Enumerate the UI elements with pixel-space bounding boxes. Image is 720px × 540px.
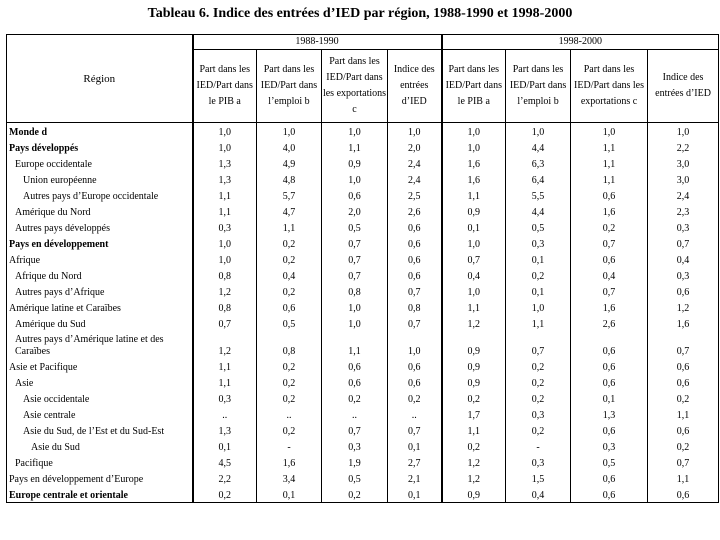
value-cell: 2,0 bbox=[322, 203, 388, 219]
value-cell: 1,0 bbox=[193, 235, 257, 251]
table-row bbox=[7, 171, 719, 187]
table-row bbox=[7, 422, 719, 438]
region-cell: Amérique du Nord bbox=[7, 203, 193, 219]
value-cell: 0,6 bbox=[322, 358, 388, 374]
value-cell: 0,9 bbox=[442, 331, 506, 358]
value-cell: 0,2 bbox=[571, 219, 648, 235]
table-row bbox=[7, 438, 719, 454]
value-cell: 0,6 bbox=[388, 219, 442, 235]
value-cell: 1,1 bbox=[648, 470, 719, 486]
value-cell: 4,9 bbox=[257, 155, 322, 171]
value-cell: 0,4 bbox=[506, 486, 571, 503]
value-cell: 0,6 bbox=[571, 358, 648, 374]
value-cell: 1,1 bbox=[571, 155, 648, 171]
value-cell: 1,2 bbox=[442, 454, 506, 470]
table-row bbox=[7, 251, 719, 267]
value-cell: 0,2 bbox=[257, 358, 322, 374]
region-cell: Europe occidentale bbox=[7, 155, 193, 171]
value-cell: 0,2 bbox=[257, 390, 322, 406]
value-cell: 0,7 bbox=[388, 283, 442, 299]
table-row bbox=[7, 390, 719, 406]
value-cell: 4,4 bbox=[506, 203, 571, 219]
value-cell: 1,0 bbox=[442, 139, 506, 155]
value-cell: 0,6 bbox=[648, 486, 719, 503]
value-cell: 0,3 bbox=[648, 219, 719, 235]
value-cell: 1,1 bbox=[648, 406, 719, 422]
region-cell: Autres pays d’Afrique bbox=[7, 283, 193, 299]
value-cell: 0,1 bbox=[257, 486, 322, 503]
table-title: Tableau 6. Indice des entrées d’IED par région, 1988-1990 et 1998-2000 bbox=[147, 6, 573, 21]
value-cell: 0,5 bbox=[571, 454, 648, 470]
value-cell: 0,2 bbox=[506, 390, 571, 406]
table-row bbox=[7, 219, 719, 235]
value-cell: 1,0 bbox=[322, 123, 388, 140]
region-cell: Asie du Sud bbox=[7, 438, 193, 454]
value-cell: 1,2 bbox=[648, 299, 719, 315]
value-cell: 1,1 bbox=[571, 171, 648, 187]
value-cell: 1,1 bbox=[193, 358, 257, 374]
value-cell: 2,4 bbox=[648, 187, 719, 203]
table-row bbox=[7, 283, 719, 299]
col-header-fdi-index-1998: Indice des entrées d’IED bbox=[648, 50, 719, 123]
value-cell: 6,3 bbox=[506, 155, 571, 171]
value-cell: 0,3 bbox=[648, 267, 719, 283]
value-cell: 0,7 bbox=[322, 251, 388, 267]
value-cell: 0,3 bbox=[506, 454, 571, 470]
value-cell: 1,1 bbox=[442, 422, 506, 438]
value-cell: .. bbox=[193, 406, 257, 422]
value-cell: 1,1 bbox=[571, 139, 648, 155]
value-cell: 0,6 bbox=[648, 422, 719, 438]
value-cell: 0,7 bbox=[506, 331, 571, 358]
value-cell: 2,5 bbox=[388, 187, 442, 203]
value-cell: 0,2 bbox=[257, 283, 322, 299]
value-cell: 2,6 bbox=[571, 315, 648, 331]
value-cell: 1,6 bbox=[571, 203, 648, 219]
value-cell: 1,6 bbox=[442, 155, 506, 171]
region-cell: Pays en développement d’Europe bbox=[7, 470, 193, 486]
value-cell: 0,6 bbox=[571, 374, 648, 390]
value-cell: 5,7 bbox=[257, 187, 322, 203]
table-row bbox=[7, 155, 719, 171]
value-cell: 0,7 bbox=[388, 315, 442, 331]
value-cell: 0,6 bbox=[648, 358, 719, 374]
value-cell: 4,7 bbox=[257, 203, 322, 219]
region-cell: Asie du Sud, de l’Est et du Sud-Est bbox=[7, 422, 193, 438]
table-row bbox=[7, 187, 719, 203]
value-cell: 0,2 bbox=[506, 358, 571, 374]
value-cell: 0,6 bbox=[257, 299, 322, 315]
value-cell: 4,8 bbox=[257, 171, 322, 187]
value-cell: 0,6 bbox=[571, 251, 648, 267]
value-cell: 1,2 bbox=[193, 283, 257, 299]
value-cell: - bbox=[257, 438, 322, 454]
value-cell: 2,2 bbox=[193, 470, 257, 486]
value-cell: 0,8 bbox=[257, 331, 322, 358]
value-cell: 0,2 bbox=[193, 486, 257, 503]
value-cell: 0,8 bbox=[322, 283, 388, 299]
value-cell: 0,2 bbox=[322, 390, 388, 406]
value-cell: 0,5 bbox=[257, 315, 322, 331]
value-cell: 0,5 bbox=[506, 219, 571, 235]
value-cell: 1,1 bbox=[506, 315, 571, 331]
region-cell: Union européenne bbox=[7, 171, 193, 187]
region-cell: Autres pays d’Europe occidentale bbox=[7, 187, 193, 203]
value-cell: 0,3 bbox=[193, 390, 257, 406]
table-row bbox=[7, 123, 719, 140]
value-cell: 0,7 bbox=[193, 315, 257, 331]
table-row bbox=[7, 235, 719, 251]
region-cell: Pacifique bbox=[7, 454, 193, 470]
value-cell: 0,7 bbox=[388, 422, 442, 438]
region-column-header: Région bbox=[7, 35, 193, 123]
value-cell: 1,0 bbox=[257, 123, 322, 140]
value-cell: 0,2 bbox=[506, 267, 571, 283]
value-cell: 0,2 bbox=[257, 251, 322, 267]
value-cell: 0,2 bbox=[442, 438, 506, 454]
value-cell: 1,0 bbox=[506, 123, 571, 140]
region-cell: Asie occidentale bbox=[7, 390, 193, 406]
fdi-index-table bbox=[6, 34, 719, 503]
value-cell: 0,7 bbox=[322, 235, 388, 251]
value-cell: 0,7 bbox=[322, 267, 388, 283]
value-cell: 0,6 bbox=[388, 374, 442, 390]
value-cell: 0,9 bbox=[442, 203, 506, 219]
value-cell: 0,1 bbox=[388, 438, 442, 454]
value-cell: 0,1 bbox=[442, 219, 506, 235]
value-cell: 1,0 bbox=[193, 123, 257, 140]
value-cell: 0,2 bbox=[506, 422, 571, 438]
region-cell: Autres pays d’Amérique latine et des Caraïbes bbox=[7, 331, 193, 358]
value-cell: 0,2 bbox=[388, 390, 442, 406]
value-cell: 0,3 bbox=[322, 438, 388, 454]
value-cell: 1,0 bbox=[388, 331, 442, 358]
table-body bbox=[7, 123, 719, 503]
value-cell: 1,1 bbox=[257, 219, 322, 235]
value-cell: 4,5 bbox=[193, 454, 257, 470]
value-cell: 0,2 bbox=[257, 422, 322, 438]
value-cell: 0,6 bbox=[648, 374, 719, 390]
value-cell: 1,0 bbox=[648, 123, 719, 140]
value-cell: 0,1 bbox=[571, 390, 648, 406]
value-cell: 2,4 bbox=[388, 171, 442, 187]
table-row bbox=[7, 299, 719, 315]
value-cell: 1,0 bbox=[571, 123, 648, 140]
value-cell: 0,9 bbox=[442, 486, 506, 503]
period-header-1988-1990: 1988-1990 bbox=[193, 35, 442, 50]
table-row bbox=[7, 267, 719, 283]
value-cell: 4,0 bbox=[257, 139, 322, 155]
region-cell: Pays en développement bbox=[7, 235, 193, 251]
value-cell: 2,2 bbox=[648, 139, 719, 155]
value-cell: 1,0 bbox=[193, 251, 257, 267]
value-cell: 0,7 bbox=[571, 283, 648, 299]
value-cell: 0,4 bbox=[571, 267, 648, 283]
region-cell: Europe centrale et orientale bbox=[7, 486, 193, 503]
value-cell: 0,6 bbox=[571, 187, 648, 203]
table-row bbox=[7, 470, 719, 486]
value-cell: 0,1 bbox=[388, 486, 442, 503]
value-cell: 1,0 bbox=[322, 299, 388, 315]
value-cell: 0,6 bbox=[388, 251, 442, 267]
region-cell: Asie centrale bbox=[7, 406, 193, 422]
table-row bbox=[7, 315, 719, 331]
value-cell: 0,7 bbox=[322, 422, 388, 438]
value-cell: 0,9 bbox=[442, 358, 506, 374]
value-cell: 1,3 bbox=[193, 171, 257, 187]
value-cell: 0,9 bbox=[322, 155, 388, 171]
value-cell: 0,6 bbox=[322, 187, 388, 203]
value-cell: 0,4 bbox=[257, 267, 322, 283]
value-cell: 0,1 bbox=[193, 438, 257, 454]
value-cell: 0,6 bbox=[571, 486, 648, 503]
value-cell: - bbox=[506, 438, 571, 454]
value-cell: .. bbox=[388, 406, 442, 422]
value-cell: 0,3 bbox=[571, 438, 648, 454]
value-cell: 1,0 bbox=[322, 315, 388, 331]
value-cell: 1,1 bbox=[193, 187, 257, 203]
value-cell: 1,1 bbox=[322, 139, 388, 155]
value-cell: 0,5 bbox=[322, 219, 388, 235]
value-cell: 2,6 bbox=[388, 203, 442, 219]
value-cell: 0,7 bbox=[571, 235, 648, 251]
value-cell: 0,5 bbox=[322, 470, 388, 486]
region-cell: Amérique latine et Caraïbes bbox=[7, 299, 193, 315]
value-cell: 1,1 bbox=[193, 374, 257, 390]
value-cell: 3,0 bbox=[648, 155, 719, 171]
col-header-exports-ratio-1988: Part dans les IED/Part dans les exportations c bbox=[322, 50, 388, 123]
value-cell: 1,2 bbox=[442, 470, 506, 486]
value-cell: 1,5 bbox=[506, 470, 571, 486]
value-cell: 1,6 bbox=[571, 299, 648, 315]
value-cell: 5,5 bbox=[506, 187, 571, 203]
value-cell: 1,2 bbox=[193, 331, 257, 358]
value-cell: 0,6 bbox=[648, 283, 719, 299]
value-cell: 0,3 bbox=[506, 235, 571, 251]
value-cell: 1,0 bbox=[193, 139, 257, 155]
value-cell: 1,1 bbox=[322, 331, 388, 358]
table-row bbox=[7, 203, 719, 219]
table-row bbox=[7, 406, 719, 422]
value-cell: 0,4 bbox=[442, 267, 506, 283]
value-cell: 2,3 bbox=[648, 203, 719, 219]
value-cell: 0,4 bbox=[648, 251, 719, 267]
table-row bbox=[7, 486, 719, 503]
value-cell: 0,2 bbox=[442, 390, 506, 406]
value-cell: 1,6 bbox=[442, 171, 506, 187]
value-cell: 0,6 bbox=[388, 235, 442, 251]
value-cell: 2,7 bbox=[388, 454, 442, 470]
value-cell: 0,6 bbox=[388, 267, 442, 283]
period-header-1998-2000: 1998-2000 bbox=[442, 35, 719, 50]
value-cell: .. bbox=[257, 406, 322, 422]
table-row bbox=[7, 139, 719, 155]
value-cell: 1,9 bbox=[322, 454, 388, 470]
value-cell: 0,2 bbox=[506, 374, 571, 390]
value-cell: 6,4 bbox=[506, 171, 571, 187]
value-cell: 0,8 bbox=[193, 299, 257, 315]
value-cell: 0,2 bbox=[648, 390, 719, 406]
value-cell: 1,0 bbox=[388, 123, 442, 140]
value-cell: 1,1 bbox=[442, 299, 506, 315]
col-header-exports-ratio-1998: Part dans les IED/Part dans les exportations c bbox=[571, 50, 648, 123]
value-cell: 1,0 bbox=[442, 283, 506, 299]
value-cell: 0,7 bbox=[648, 235, 719, 251]
value-cell: 2,0 bbox=[388, 139, 442, 155]
value-cell: 0,7 bbox=[442, 251, 506, 267]
col-header-gdp-ratio-1998: Part dans les IED/Part dans le PIB a bbox=[442, 50, 506, 123]
value-cell: 0,2 bbox=[648, 438, 719, 454]
region-cell: Pays développés bbox=[7, 139, 193, 155]
value-cell: 0,1 bbox=[506, 283, 571, 299]
value-cell: 2,1 bbox=[388, 470, 442, 486]
value-cell: 0,2 bbox=[257, 235, 322, 251]
value-cell: 1,1 bbox=[442, 187, 506, 203]
col-header-fdi-index-1988: Indice des entrées d’IED bbox=[388, 50, 442, 123]
value-cell: 3,0 bbox=[648, 171, 719, 187]
value-cell: 0,6 bbox=[571, 470, 648, 486]
table-row bbox=[7, 331, 719, 358]
region-cell: Afrique du Nord bbox=[7, 267, 193, 283]
value-cell: 0,9 bbox=[442, 374, 506, 390]
region-cell: Amérique du Sud bbox=[7, 315, 193, 331]
value-cell: 0,6 bbox=[571, 422, 648, 438]
value-cell: 0,7 bbox=[648, 454, 719, 470]
value-cell: 1,3 bbox=[193, 155, 257, 171]
value-cell: 0,2 bbox=[322, 486, 388, 503]
region-cell: Asie bbox=[7, 374, 193, 390]
value-cell: 1,0 bbox=[442, 123, 506, 140]
value-cell: 0,3 bbox=[506, 406, 571, 422]
value-cell: 1,1 bbox=[193, 203, 257, 219]
col-header-employment-ratio-1988: Part dans les IED/Part dans l’emploi b bbox=[257, 50, 322, 123]
table-row bbox=[7, 358, 719, 374]
value-cell: 0,3 bbox=[193, 219, 257, 235]
value-cell: 2,4 bbox=[388, 155, 442, 171]
value-cell: 1,7 bbox=[442, 406, 506, 422]
value-cell: 1,0 bbox=[506, 299, 571, 315]
region-cell: Monde d bbox=[7, 123, 193, 140]
value-cell: 0,7 bbox=[648, 331, 719, 358]
table-row bbox=[7, 374, 719, 390]
col-header-gdp-ratio-1988: Part dans les IED/Part dans le PIB a bbox=[193, 50, 257, 123]
value-cell: 1,2 bbox=[442, 315, 506, 331]
region-cell: Afrique bbox=[7, 251, 193, 267]
value-cell: 1,6 bbox=[648, 315, 719, 331]
value-cell: 1,0 bbox=[322, 171, 388, 187]
region-cell: Asie et Pacifique bbox=[7, 358, 193, 374]
value-cell: 4,4 bbox=[506, 139, 571, 155]
value-cell: 1,0 bbox=[442, 235, 506, 251]
value-cell: 0,6 bbox=[388, 358, 442, 374]
region-cell: Autres pays développés bbox=[7, 219, 193, 235]
value-cell: 1,3 bbox=[571, 406, 648, 422]
value-cell: 0,6 bbox=[322, 374, 388, 390]
value-cell: 0,2 bbox=[257, 374, 322, 390]
value-cell: 0,8 bbox=[388, 299, 442, 315]
value-cell: 1,6 bbox=[257, 454, 322, 470]
value-cell: 0,6 bbox=[571, 331, 648, 358]
table-row bbox=[7, 454, 719, 470]
col-header-employment-ratio-1998: Part dans les IED/Part dans l’emploi b bbox=[506, 50, 571, 123]
value-cell: .. bbox=[322, 406, 388, 422]
value-cell: 0,1 bbox=[506, 251, 571, 267]
value-cell: 3,4 bbox=[257, 470, 322, 486]
value-cell: 1,3 bbox=[193, 422, 257, 438]
value-cell: 0,8 bbox=[193, 267, 257, 283]
